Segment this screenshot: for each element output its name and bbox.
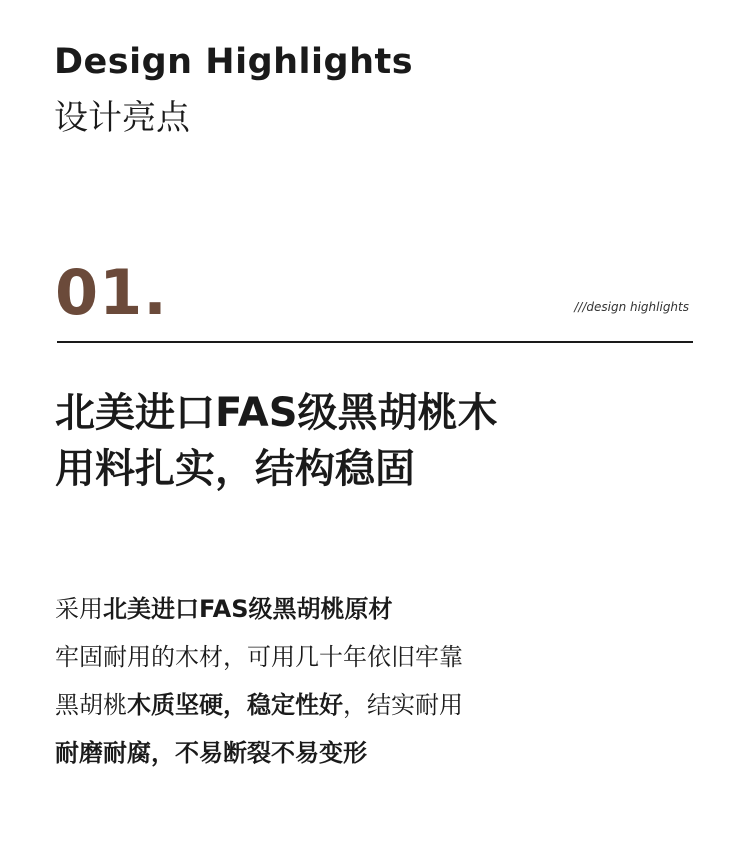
description-line-2 [55,633,695,681]
description-text: 黑胡桃 [55,691,127,719]
description-text: 采用 [55,595,103,623]
description-text: ，结实耐用 [343,691,463,719]
description-emphasis: 北美进口FAS级黑胡桃原材 [103,595,393,623]
description-emphasis: 木质坚硬，稳定性好 [127,691,343,719]
description-line-1 [55,585,695,633]
section-number: 01. [55,256,168,329]
description-line-4 [55,729,695,777]
page-title-en: Design Highlights [54,42,414,82]
feature-headline [55,385,695,497]
description-line-3 [55,681,695,729]
headline-line-1: 北美进口FAS级黑胡桃木 [55,390,498,436]
headline-line-2: 用料扎实，结构稳固 [55,446,415,492]
description-emphasis: 耐磨耐腐，不易断裂不易变形 [55,739,367,767]
section-divider [57,341,693,343]
feature-description [55,585,695,777]
section-tag: ///design highlights [574,300,689,314]
page-title-cn: 设计亮点 [54,98,190,138]
description-text: 牢固耐用的木材，可用几十年依旧牢靠 [55,643,463,671]
